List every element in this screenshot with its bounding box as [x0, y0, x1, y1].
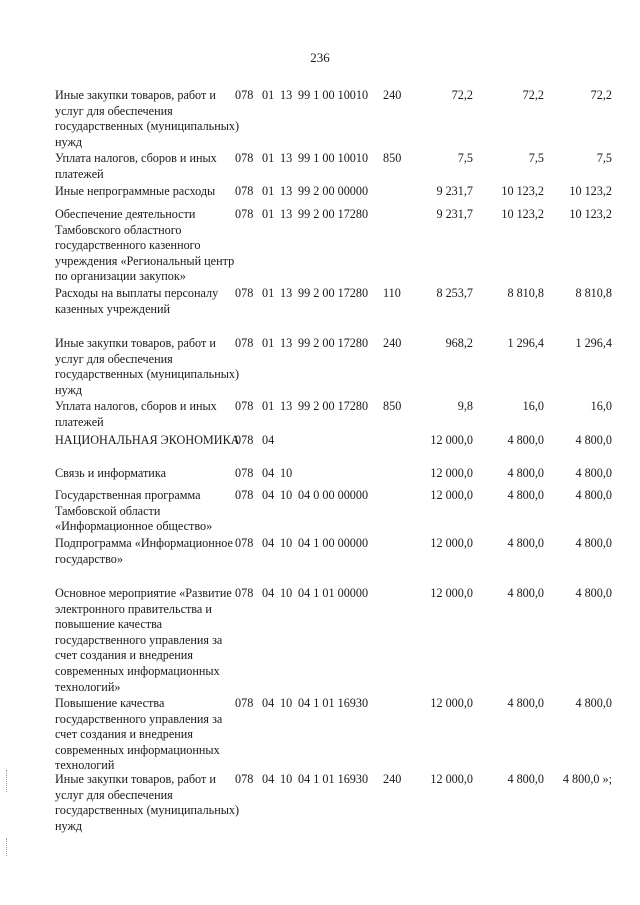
amount-year-2: 1 296,4	[507, 336, 544, 350]
subsection-code: 10	[280, 466, 293, 480]
department-code: 078	[235, 488, 254, 502]
department-code: 078	[235, 151, 254, 165]
row-description: Уплата налогов, сборов и иных платежей	[55, 399, 217, 429]
row-description: Иные непрограммные расходы	[55, 184, 216, 198]
section-code: 04	[262, 466, 275, 480]
amount-year-3: 10 123,2	[569, 184, 612, 198]
amount-year-3: 4 800,0 »;	[562, 772, 612, 786]
amount-year-1: 12 000,0	[430, 772, 473, 786]
row-description: Иные закупки товаров, работ и услуг для обеспечения государственных (муниципальных) нужд	[55, 772, 240, 833]
subsection-code: 10	[280, 696, 293, 710]
amount-year-3: 4 800,0	[575, 433, 612, 447]
subsection-code: 13	[280, 336, 293, 350]
row-description: Государственная программа Тамбовской области «Информационное общество»	[55, 488, 213, 534]
amount-year-3: 4 800,0	[575, 488, 612, 502]
amount-year-1: 9,8	[457, 399, 473, 413]
amount-year-3: 8 810,8	[575, 286, 612, 300]
amount-year-3: 4 800,0	[575, 466, 612, 480]
row-description: Уплата налогов, сборов и иных платежей	[55, 151, 217, 181]
expense-type-code: 240	[383, 336, 402, 350]
department-code: 078	[235, 536, 254, 550]
amount-year-1: 8 253,7	[436, 286, 473, 300]
row-description: Расходы на выплаты персоналу казенных учреждений	[55, 286, 219, 316]
amount-year-3: 4 800,0	[575, 696, 612, 710]
section-code: 04	[262, 586, 275, 600]
target-article-code: 99 1 00 10010	[298, 151, 369, 165]
scan-margin-mark	[6, 770, 9, 792]
department-code: 078	[235, 399, 254, 413]
department-code: 078	[235, 184, 254, 198]
department-code: 078	[235, 207, 254, 221]
section-code: 04	[262, 696, 275, 710]
amount-year-2: 72,2	[522, 88, 544, 102]
target-article-code: 04 1 00 00000	[298, 536, 369, 550]
department-code: 078	[235, 696, 254, 710]
section-code: 01	[262, 336, 275, 350]
amount-year-1: 12 000,0	[430, 488, 473, 502]
amount-year-3: 72,2	[590, 88, 612, 102]
subsection-code: 10	[280, 536, 293, 550]
section-code: 01	[262, 207, 275, 221]
expense-type-code: 110	[383, 286, 401, 300]
department-code: 078	[235, 433, 254, 447]
amount-year-1: 7,5	[457, 151, 473, 165]
amount-year-1: 12 000,0	[430, 466, 473, 480]
section-code: 01	[262, 399, 275, 413]
row-description: Основное мероприятие «Развитие электронного правительства и повышение качества государственного управления за счет создания и внедрения современных информационных технологий»	[55, 586, 232, 694]
expense-type-code: 240	[383, 88, 402, 102]
amount-year-2: 4 800,0	[507, 772, 544, 786]
amount-year-2: 4 800,0	[507, 696, 544, 710]
amount-year-3: 4 800,0	[575, 536, 612, 550]
row-description: Обеспечение деятельности Тамбовского областного государственного казенного учреждения «Региональный центр по организации закупок»	[55, 207, 235, 284]
section-code: 01	[262, 151, 275, 165]
amount-year-1: 12 000,0	[430, 536, 473, 550]
subsection-code: 13	[280, 399, 293, 413]
expense-type-code: 850	[383, 399, 402, 413]
section-code: 01	[262, 88, 275, 102]
amount-year-3: 4 800,0	[575, 586, 612, 600]
target-article-code: 99 2 00 17280	[298, 286, 369, 300]
section-code: 04	[262, 772, 275, 786]
expense-type-code: 240	[383, 772, 402, 786]
target-article-code: 99 2 00 17280	[298, 336, 369, 350]
department-code: 078	[235, 466, 254, 480]
subsection-code: 13	[280, 151, 293, 165]
amount-year-2: 4 800,0	[507, 586, 544, 600]
department-code: 078	[235, 336, 254, 350]
amount-year-3: 1 296,4	[575, 336, 612, 350]
target-article-code: 99 1 00 10010	[298, 88, 369, 102]
amount-year-1: 9 231,7	[436, 207, 473, 221]
department-code: 078	[235, 88, 254, 102]
department-code: 078	[235, 286, 254, 300]
section-code: 01	[262, 184, 275, 198]
row-description: НАЦИОНАЛЬНАЯ ЭКОНОМИКА	[55, 433, 240, 447]
amount-year-1: 72,2	[451, 88, 473, 102]
amount-year-1: 12 000,0	[430, 586, 473, 600]
page-number: 236	[310, 50, 330, 65]
amount-year-1: 968,2	[445, 336, 473, 350]
amount-year-2: 10 123,2	[501, 207, 544, 221]
amount-year-2: 8 810,8	[507, 286, 544, 300]
amount-year-1: 9 231,7	[436, 184, 473, 198]
amount-year-3: 16,0	[590, 399, 612, 413]
section-code: 04	[262, 488, 275, 502]
target-article-code: 04 0 00 00000	[298, 488, 369, 502]
row-description: Иные закупки товаров, работ и услуг для обеспечения государственных (муниципальных) нужд	[55, 88, 240, 149]
expense-type-code: 850	[383, 151, 402, 165]
subsection-code: 10	[280, 586, 293, 600]
amount-year-2: 4 800,0	[507, 536, 544, 550]
target-article-code: 04 1 01 00000	[298, 586, 369, 600]
section-code: 01	[262, 286, 275, 300]
amount-year-2: 4 800,0	[507, 488, 544, 502]
subsection-code: 13	[280, 207, 293, 221]
target-article-code: 04 1 01 16930	[298, 696, 369, 710]
row-description: Подпрограмма «Информационное государство»	[55, 536, 233, 566]
amount-year-2: 4 800,0	[507, 466, 544, 480]
amount-year-2: 7,5	[528, 151, 544, 165]
amount-year-1: 12 000,0	[430, 433, 473, 447]
scan-margin-mark	[6, 838, 9, 856]
subsection-code: 13	[280, 184, 293, 198]
amount-year-3: 7,5	[596, 151, 612, 165]
subsection-code: 13	[280, 88, 293, 102]
target-article-code: 04 1 01 16930	[298, 772, 369, 786]
amount-year-2: 4 800,0	[507, 433, 544, 447]
row-description: Связь и информатика	[55, 466, 166, 480]
target-article-code: 99 2 00 00000	[298, 184, 369, 198]
target-article-code: 99 2 00 17280	[298, 399, 369, 413]
department-code: 078	[235, 586, 254, 600]
row-description: Повышение качества государственного управления за счет создания и внедрения современных информационных технологий	[55, 696, 223, 773]
amount-year-2: 10 123,2	[501, 184, 544, 198]
subsection-code: 10	[280, 772, 293, 786]
amount-year-2: 16,0	[522, 399, 544, 413]
row-description: Иные закупки товаров, работ и услуг для обеспечения государственных (муниципальных) нужд	[55, 336, 240, 397]
target-article-code: 99 2 00 17280	[298, 207, 369, 221]
amount-year-3: 10 123,2	[569, 207, 612, 221]
section-code: 04	[262, 536, 275, 550]
amount-year-1: 12 000,0	[430, 696, 473, 710]
subsection-code: 13	[280, 286, 293, 300]
section-code: 04	[262, 433, 275, 447]
subsection-code: 10	[280, 488, 293, 502]
department-code: 078	[235, 772, 254, 786]
